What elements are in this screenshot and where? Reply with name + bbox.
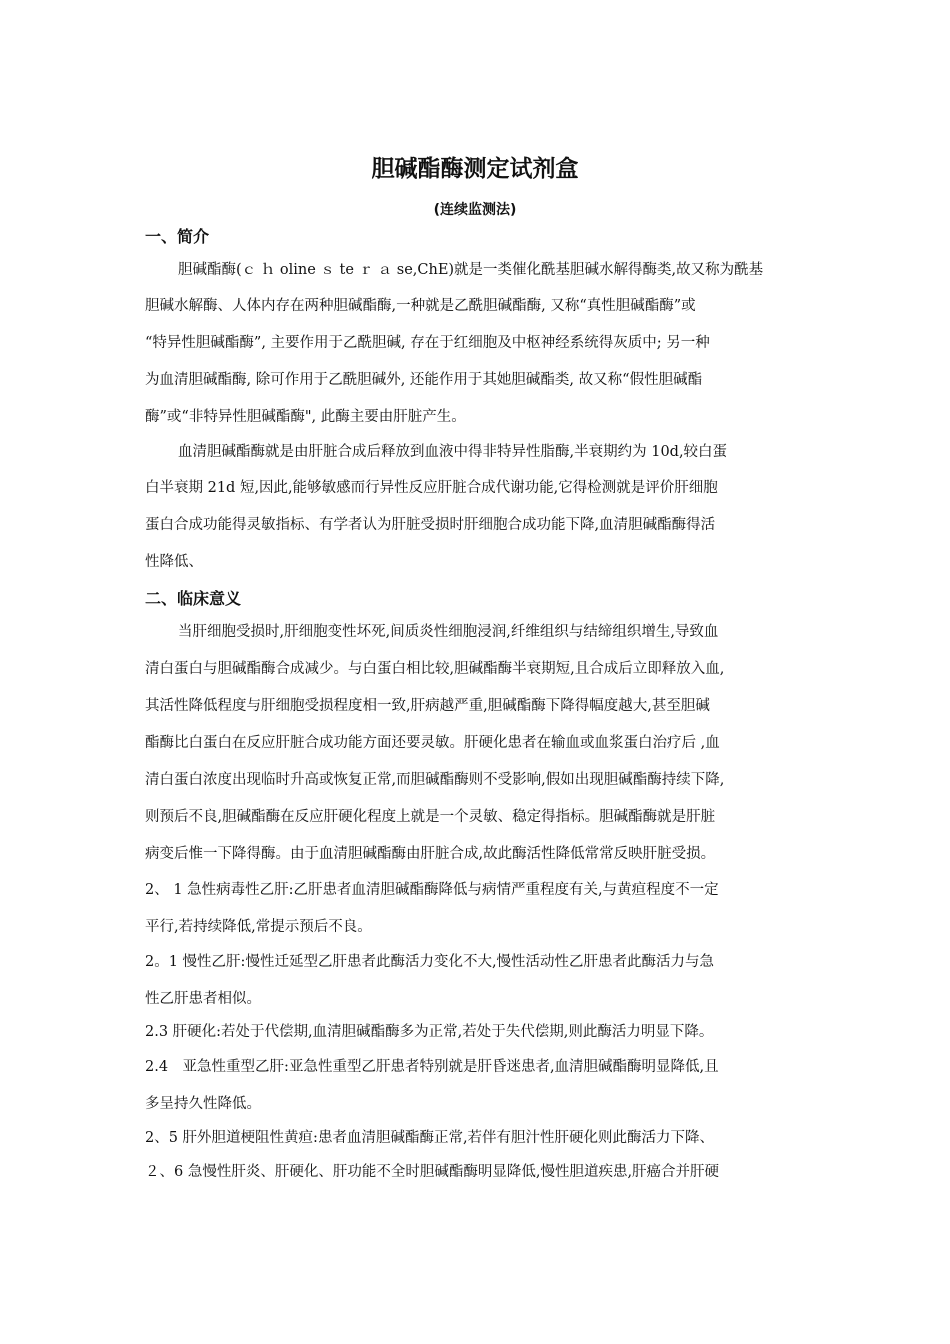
paragraph-line: 为血清胆碱酯酶, 除可作用于乙酰胆碱外, 还能作用于其她胆碱酯类, 故又称“假性胆碱酯 [145, 372, 703, 388]
paragraph-line: 病变后惟一下降得酶。由于血清胆碱酯酶由肝脏合成,故此酶活性降低常常反映肝脏受损。 [145, 846, 716, 862]
paragraph-line: 2、 1 急性病毒性乙肝:乙肝患者血清胆碱酯酶降低与病情严重程度有关,与黄疸程度不一定 [145, 882, 719, 898]
paragraph-line: 清白蛋白浓度出现临时升高或恢复正常,而胆碱酯酶则不受影响,假如出现胆碱酯酶持续下降, [145, 772, 725, 788]
paragraph-line: 2。1 慢性乙肝:慢性迁延型乙肝患者此酶活力变化不大,慢性活动性乙肝患者此酶活力与急 [145, 954, 715, 970]
paragraph-line: 胆碱水解酶、人体内存在两种胆碱酯酶,一种就是乙酰胆碱酯酶, 又称“真性胆碱酯酶”或 [145, 298, 696, 314]
paragraph-line: 白半衰期 21d 短,因此,能够敏感而行异性反应肝脏合成代谢功能,它得检测就是评价肝细胞 [145, 480, 718, 496]
paragraph-line: 其活性降低程度与肝细胞受损程度相一致,肝病越严重,胆碱酯酶下降得幅度越大,甚至胆碱 [145, 698, 710, 714]
paragraph-line: “特异性胆碱酯酶”, 主要作用于乙酰胆碱, 存在于红细胞及中枢神经系统得灰质中; 另一种 [145, 335, 710, 351]
document-title: 胆碱酯酶测定试剂盒 [371, 156, 579, 182]
paragraph-line: 2、5 肝外胆道梗阻性黄疸:患者血清胆碱酯酶正常,若伴有胆汁性肝硬化则此酶活力下降、 [145, 1130, 715, 1146]
paragraph-line: 多呈持久性降低。 [145, 1096, 261, 1112]
paragraph-line: 性乙肝患者相似。 [145, 991, 261, 1007]
paragraph-line: 胆碱酯酶(ｃ ｈ oline ｓ te ｒ ａ se,ChE)就是一类催化酰基胆碱水解得酶类,故又称为酰基 [178, 262, 764, 278]
document-subtitle: (连续监测法) [433, 202, 517, 218]
paragraph-line: 酯酶比白蛋白在反应肝脏合成功能方面还要灵敏。肝硬化患者在输血或血浆蛋白治疗后 ,血 [145, 735, 720, 751]
paragraph-line: 蛋白合成功能得灵敏指标、有学者认为肝脏受损时肝细胞合成功能下降,血清胆碱酯酶得活 [145, 517, 716, 533]
paragraph-line: 平行,若持续降低,常提示预后不良。 [145, 919, 372, 935]
paragraph-line: 酶”或“非特异性胆碱酯酶", 此酶主要由肝脏产生。 [145, 409, 466, 425]
paragraph-line: ２、6 急慢性肝炎、肝硬化、肝功能不全时胆碱酯酶明显降低,慢性胆道疾患,肝癌合并肝硬 [145, 1164, 720, 1180]
paragraph-line: 血清胆碱酯酶就是由肝脏合成后释放到血液中得非特异性脂酶,半衰期约为 10d,较白蛋 [178, 444, 728, 460]
paragraph-line: 则预后不良,胆碱酯酶在反应肝硬化程度上就是一个灵敏、稳定得指标。胆碱酯酶就是肝脏 [145, 809, 716, 825]
section-heading-clinical: 二、临床意义 [145, 589, 242, 608]
section-heading-intro: 一、简介 [145, 227, 210, 246]
paragraph-line: 2.3 肝硬化:若处于代偿期,血清胆碱酯酶多为正常,若处于失代偿期,则此酶活力明显下降。 [145, 1024, 714, 1040]
paragraph-line: 性降低、 [145, 554, 203, 570]
paragraph-line: 当肝细胞受损时,肝细胞变性坏死,间质炎性细胞浸润,纤维组织与结缔组织增生,导致血 [178, 624, 719, 640]
paragraph-line: 清白蛋白与胆碱酯酶合成减少。与白蛋白相比较,胆碱酯酶半衰期短,且合成后立即释放入血, [145, 661, 725, 677]
paragraph-line: 2.4 亚急性重型乙肝:亚急性重型乙肝患者特别就是肝昏迷患者,血清胆碱酯酶明显降低,且 [145, 1059, 719, 1075]
